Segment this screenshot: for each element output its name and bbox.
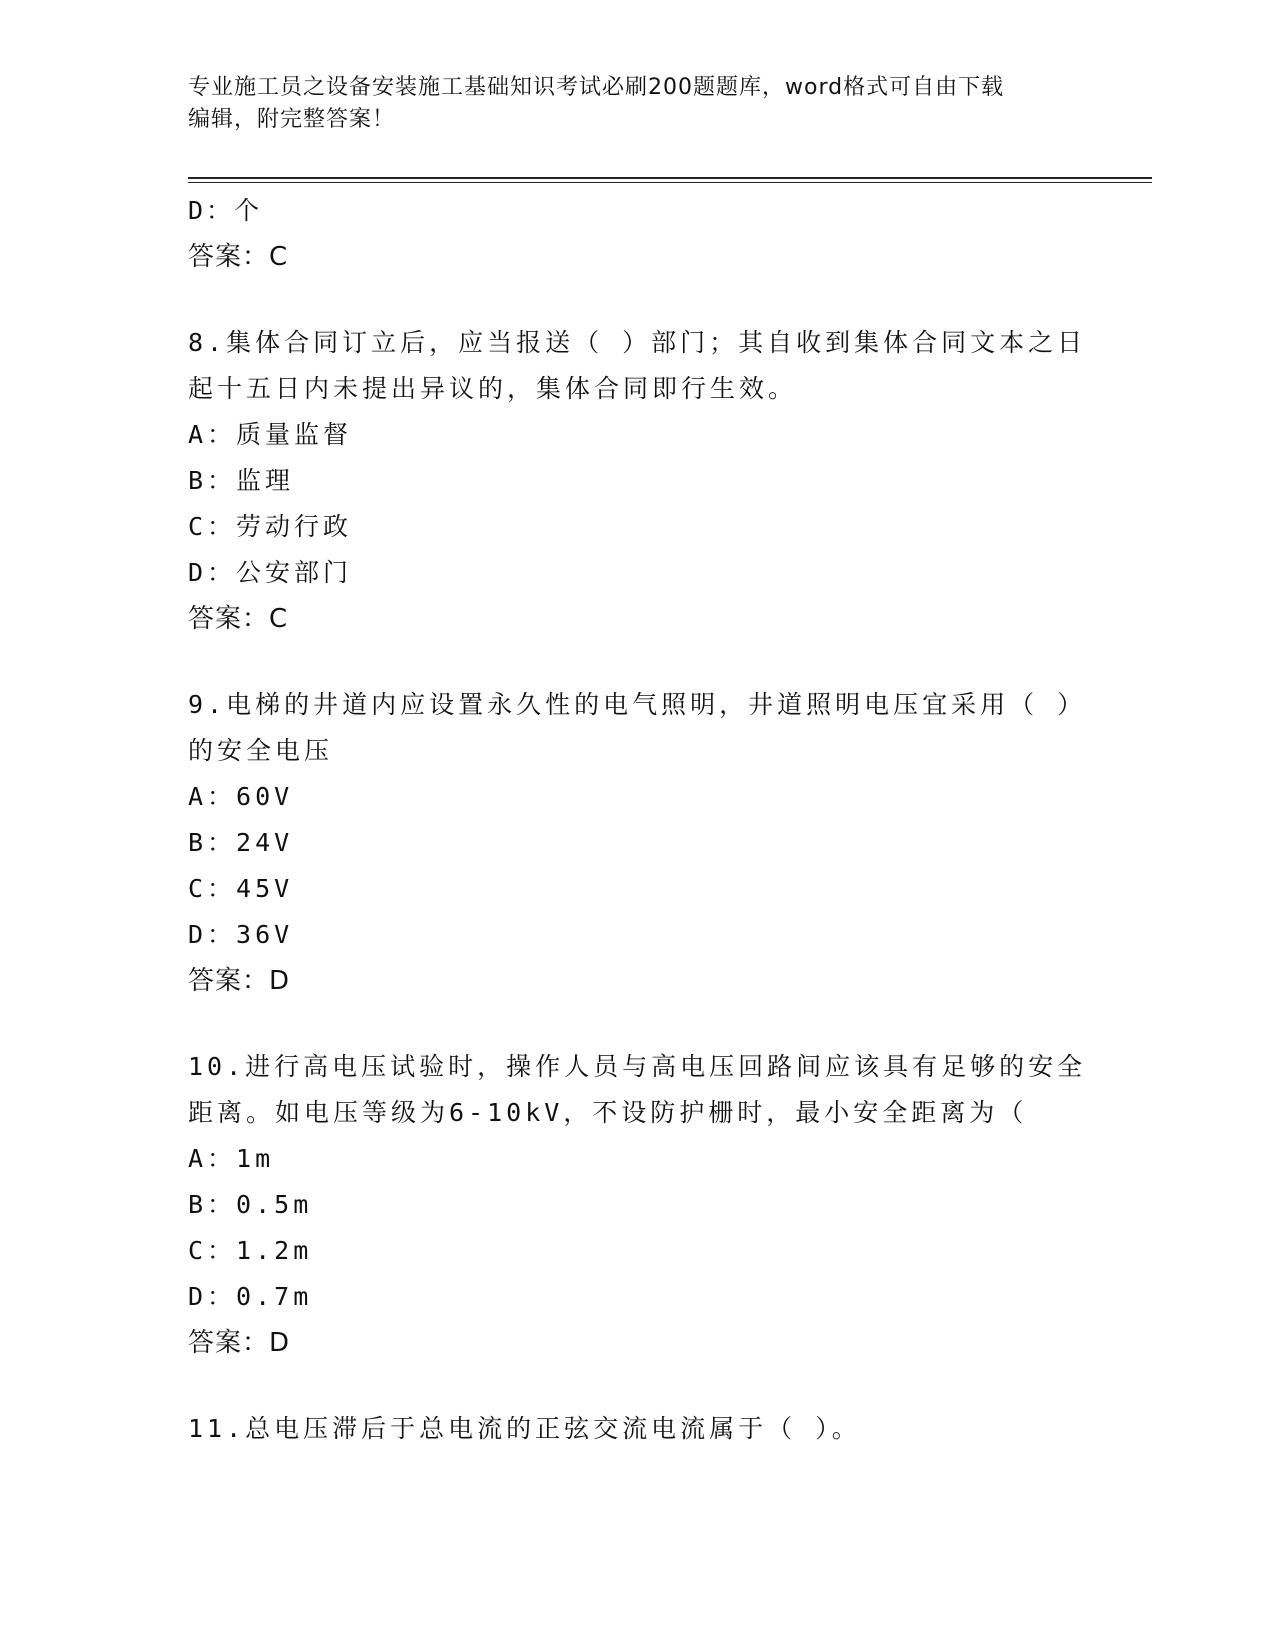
question-8 <box>188 320 1088 642</box>
header-divider-thin <box>188 182 1152 183</box>
option-d: D：公安部门 <box>188 558 353 587</box>
question-text-line-1: 10.进行高电压试验时，操作人员与高电压回路间应该具有足够的安全 <box>188 1052 1087 1081</box>
option-a: A：60V <box>188 782 294 811</box>
answer-line: 答案：D <box>188 966 291 996</box>
spacer <box>188 1004 1088 1044</box>
spacer <box>188 280 1088 320</box>
answer-line: 答案：C <box>188 604 289 634</box>
question-text-line-1: 8.集体合同订立后，应当报送（ ）部门；其自收到集体合同文本之日 <box>188 328 1087 357</box>
document-header <box>188 72 1088 136</box>
question-text-line-1: 9.电梯的井道内应设置永久性的电气照明，井道照明电压宜采用（ ） <box>188 690 1087 719</box>
spacer <box>188 1366 1088 1406</box>
answer-line: 答案：C <box>188 242 289 272</box>
option-c: C：劳动行政 <box>188 512 353 541</box>
question-text-line-2: 距离。如电压等级为6-10kV，不设防护栅时，最小安全距离为（ <box>188 1098 1028 1127</box>
header-title-line-2: 编辑，附完整答案！ <box>188 107 396 132</box>
question-11 <box>188 1406 1088 1452</box>
option-a: A：质量监督 <box>188 420 353 449</box>
option-b: B：0.5m <box>188 1190 313 1219</box>
question-text-line-2: 的安全电压 <box>188 736 334 765</box>
option-b: B：24V <box>188 828 294 857</box>
option-b: B：监理 <box>188 466 295 495</box>
option-c: C：45V <box>188 874 294 903</box>
option-d: D：个 <box>188 196 263 225</box>
header-divider-thick <box>188 177 1152 179</box>
option-c: C：1.2m <box>188 1236 313 1265</box>
question-10 <box>188 1044 1088 1366</box>
option-d: D：36V <box>188 920 294 949</box>
header-title-line-1: 专业施工员之设备安装施工基础知识考试必刷200题题库，word格式可自由下载 <box>188 75 1005 100</box>
question-text-line-1: 11.总电压滞后于总电流的正弦交流电流属于（ ）。 <box>188 1414 861 1443</box>
question-9 <box>188 682 1088 1004</box>
answer-line: 答案：D <box>188 1328 291 1358</box>
document-body <box>188 188 1088 1452</box>
option-a: A：1m <box>188 1144 275 1173</box>
spacer <box>188 642 1088 682</box>
option-d: D：0.7m <box>188 1282 313 1311</box>
question-text-line-2: 起十五日内未提出异议的，集体合同即行生效。 <box>188 374 798 403</box>
previous-question-tail <box>188 188 1088 280</box>
